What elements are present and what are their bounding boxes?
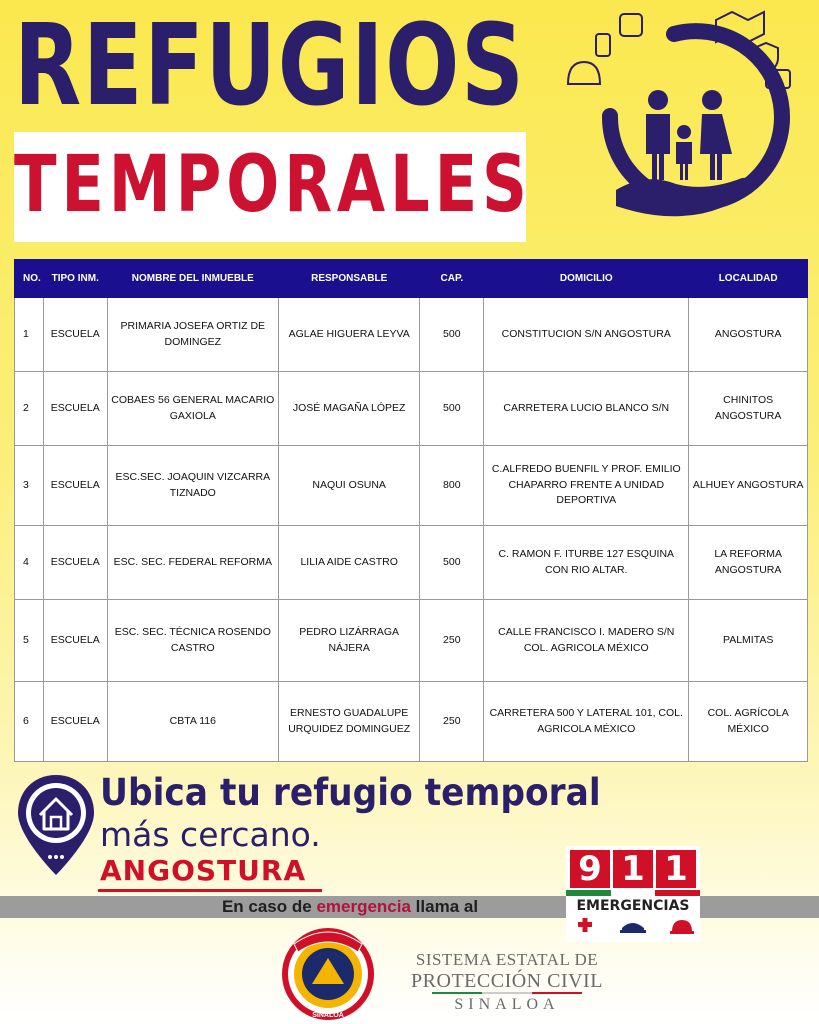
cell-nombre: ESC. SEC. FEDERAL REFORMA xyxy=(107,526,278,600)
shelters-table xyxy=(14,259,808,762)
cell-localidad: ANGOSTURA xyxy=(689,298,808,372)
table-row xyxy=(15,600,808,682)
cell-cap: 500 xyxy=(420,372,484,446)
cell-no: 2 xyxy=(15,372,44,446)
food-can-icon xyxy=(620,14,642,36)
cell-localidad: ALHUEY ANGOSTURA xyxy=(689,446,808,526)
cell-localidad: CHINITOS ANGOSTURA xyxy=(689,372,808,446)
sistema-estatal-logo xyxy=(400,950,614,1016)
fire-helmet-icon xyxy=(670,920,694,934)
page-subtitle: TEMPORALES xyxy=(14,140,532,230)
sistema-line-3: SINALOA xyxy=(454,996,560,1013)
table-row xyxy=(15,682,808,762)
cell-tipo: ESCUELA xyxy=(43,682,107,762)
cell-domicilio: CARRETERA 500 Y LATERAL 101, COL. AGRICOLA MÉXICO xyxy=(484,682,689,762)
emergency-label: EMERGENCIAS xyxy=(576,898,690,914)
cell-nombre: ESC.SEC. JOAQUIN VIZCARRA TIZNADO xyxy=(107,446,278,526)
emergency-highlight: emergencia xyxy=(316,897,411,916)
cell-no: 5 xyxy=(15,600,44,682)
cell-no: 1 xyxy=(15,298,44,372)
proteccion-civil-seal xyxy=(280,922,376,1022)
table-row xyxy=(15,446,808,526)
column-header-cap: CAP. xyxy=(420,260,484,298)
cell-cap: 250 xyxy=(420,682,484,762)
police-cap-icon xyxy=(620,923,646,933)
cell-domicilio: C. RAMON F. ITURBE 127 ESQUINA CON RIO ALTAR. xyxy=(484,526,689,600)
column-header-domicilio: DOMICILIO xyxy=(484,260,689,298)
cell-no: 4 xyxy=(15,526,44,600)
table-row xyxy=(15,298,808,372)
emergency-services-icons xyxy=(566,918,700,940)
table-row xyxy=(15,526,808,600)
cell-domicilio: CALLE FRANCISCO I. MADERO S/N COL. AGRICOLA MÉXICO xyxy=(484,600,689,682)
cell-nombre: ESC. SEC. TÉCNICA ROSENDO CASTRO xyxy=(107,600,278,682)
cell-nombre: CBTA 116 xyxy=(107,682,278,762)
cell-cap: 250 xyxy=(420,600,484,682)
cell-localidad: COL. AGRÍCOLA MÉXICO xyxy=(689,682,808,762)
cell-cap: 500 xyxy=(420,526,484,600)
cell-no: 3 xyxy=(15,446,44,526)
municipality-underline xyxy=(98,889,322,892)
cell-tipo: ESCUELA xyxy=(43,298,107,372)
sistema-line-2: PROTECCIÓN CIVIL xyxy=(411,970,603,992)
medical-cross-icon xyxy=(578,918,592,932)
page-title: REFUGIOS xyxy=(14,1,526,131)
cell-responsable: LILIA AIDE CASTRO xyxy=(278,526,420,600)
column-header-localidad: LOCALIDAD xyxy=(689,260,808,298)
bottle-icon xyxy=(596,34,610,56)
cell-domicilio: CONSTITUCION S/N ANGOSTURA xyxy=(484,298,689,372)
cell-nombre: PRIMARIA JOSEFA ORTIZ DE DOMINGEZ xyxy=(107,298,278,372)
cell-localidad: PALMITAS xyxy=(689,600,808,682)
emergency-suffix: llama al xyxy=(415,897,479,916)
cell-responsable: ERNESTO GUADALUPE URQUIDEZ DOMINGUEZ xyxy=(278,682,420,762)
cta-heading: Ubica tu refugio temporal xyxy=(100,771,601,814)
digit-9: 9 xyxy=(570,850,610,888)
cell-domicilio: CARRETERA LUCIO BLANCO S/N xyxy=(484,372,689,446)
column-header-tipo: TIPO INM. xyxy=(43,260,107,298)
digit-1: 1 xyxy=(613,850,653,888)
column-header-no: NO. xyxy=(15,260,44,298)
cell-responsable: AGLAE HIGUERA LEYVA xyxy=(278,298,420,372)
cell-domicilio: C.ALFREDO BUENFIL Y PROF. EMILIO CHAPARRO FRENTE A UNIDAD DEPORTIVA xyxy=(484,446,689,526)
backpack-icon xyxy=(568,62,600,84)
cell-cap: 500 xyxy=(420,298,484,372)
cell-localidad: LA REFORMA ANGOSTURA xyxy=(689,526,808,600)
emergency-911-logo xyxy=(566,846,700,942)
table-header-row xyxy=(15,260,808,298)
column-header-nombre: NOMBRE DEL INMUEBLE xyxy=(107,260,278,298)
emergency-prefix: En caso de xyxy=(221,897,312,916)
municipality-name: ANGOSTURA xyxy=(100,854,307,887)
flag-stripe xyxy=(566,890,700,896)
cell-tipo: ESCUELA xyxy=(43,372,107,446)
cell-tipo: ESCUELA xyxy=(43,600,107,682)
column-header-responsable: RESPONSABLE xyxy=(278,260,420,298)
cell-tipo: ESCUELA xyxy=(43,526,107,600)
cell-responsable: JOSÉ MAGAÑA LÓPEZ xyxy=(278,372,420,446)
sistema-line-1: SISTEMA ESTATAL DE xyxy=(415,950,599,969)
cta-subheading: más cercano. xyxy=(100,815,321,854)
svg-text:SINALOA: SINALOA xyxy=(312,1012,344,1019)
cell-nombre: COBAES 56 GENERAL MACARIO GAXIOLA xyxy=(107,372,278,446)
table-row xyxy=(15,372,808,446)
family-in-hand-icon xyxy=(556,4,812,244)
digit-1b: 1 xyxy=(656,850,696,888)
cell-responsable: PEDRO LIZÁRRAGA NÁJERA xyxy=(278,600,420,682)
cell-responsable: NAQUI OSUNA xyxy=(278,446,420,526)
cell-tipo: ESCUELA xyxy=(43,446,107,526)
cell-no: 6 xyxy=(15,682,44,762)
home-location-pin-icon xyxy=(14,771,98,879)
cell-cap: 800 xyxy=(420,446,484,526)
